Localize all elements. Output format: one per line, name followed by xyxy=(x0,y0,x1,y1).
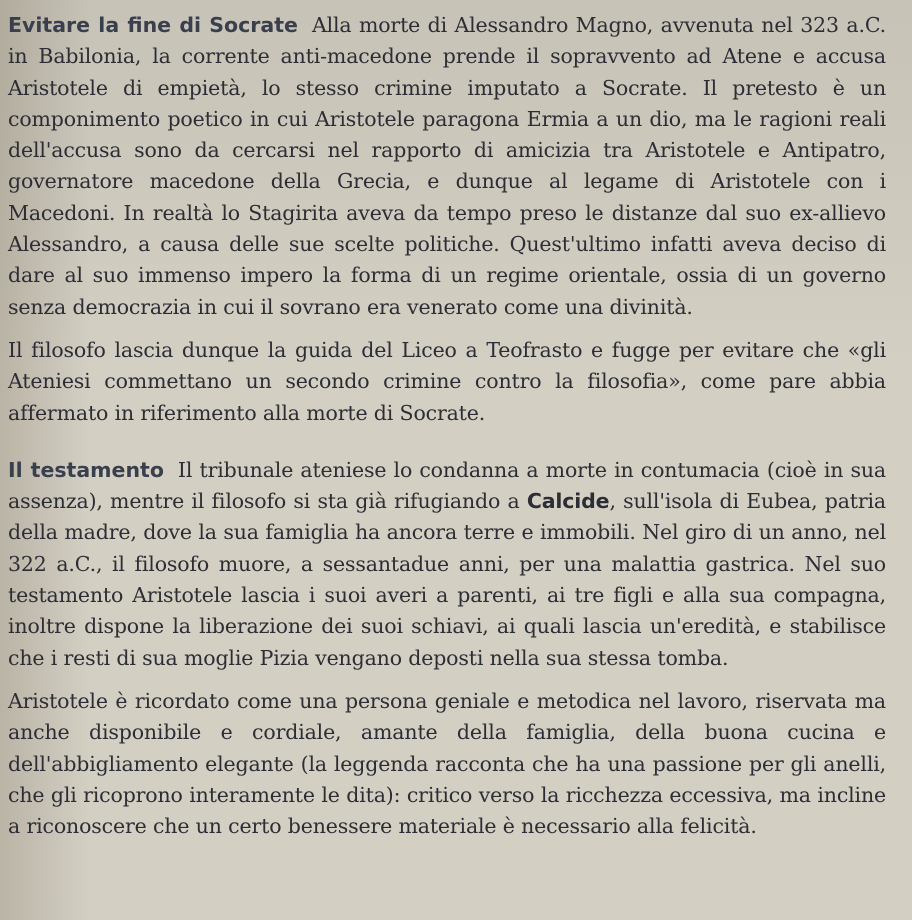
paragraph-testamento xyxy=(8,455,886,674)
paragraph-text: Il tribunale ateniese lo condanna a morte in contumacia (cioè in sua assenza), mentre il filosofo si sta già rifugiando a xyxy=(8,457,886,514)
section-heading-socrate: Evitare la fine di Socrate xyxy=(8,13,298,37)
paragraph-text: , sull'isola di Eubea, patria della madre, dove la sua famiglia ha ancora terre e immobili. Nel giro di un anno, nel 322 a.C., il filosofo muore, a sessantadue anni, per una malattia gastrica. Nel suo testamento Aristotele lascia i suoi averi a parenti, ai tre figli e alla sua compagna, inoltre dispone la liberazione dei suoi schiavi, ai quali lascia un'eredità, e stabilisce che i resti di sua moglie Pizia vengano deposti nella sua stessa tomba. xyxy=(8,489,886,670)
section-heading-testamento: Il testamento xyxy=(8,457,164,482)
paragraph-filosofo-fugge xyxy=(8,335,886,429)
bold-term-calcide: Calcide xyxy=(526,489,610,514)
paragraph-text: Alla morte di Alessandro Magno, avvenuta nel 323 a.C. in Babilonia, la corrente anti-macedone prende il sopravvento ad Atene e accusa Aristotele di empietà, lo stesso crimine imputato a Socrate. Il pretesto è un componimento poetico in cui Aristotele paragona Ermia a un dio, ma le ragioni reali dell'accusa sono da cercarsi nel rapporto di amicizia tra Aristotele e Antipatro, governatore macedone della Grecia, e dunque al legame di Aristotele con i Macedoni. In realtà lo Stagirita aveva da tempo preso le distanze dal suo ex-allievo Alessandro, a causa delle sue scelte politiche. Quest'ultimo infatti aveva deciso di dare al suo immenso impero la forma di un regime orientale, ossia di un governo senza democrazia in cui il sovrano era venerato come una divinità. xyxy=(8,13,886,319)
paragraph-text: Il filosofo lascia dunque la guida del Liceo a Teofrasto e fugge per evitare che «gli Ateniesi commettano un secondo crimine contro la filosofia», come pare abbia affermato in riferimento alla morte di Socrate. xyxy=(8,337,886,425)
paragraph-socrate-intro xyxy=(8,10,886,323)
paragraph-ritratto-aristotele xyxy=(8,686,886,842)
paragraph-text: Aristotele è ricordato come una persona geniale e metodica nel lavoro, riservata ma anche disponibile e cordiale, amante della famiglia, della buona cucina e dell'abbigliamento elegante (la leggenda racconta che ha una passione per gli anelli, che gli ricoprono interamente le dita): critico verso la ricchezza eccessiva, ma incline a riconoscere che un certo benessere materiale è necessario alla felicità. xyxy=(8,688,886,839)
